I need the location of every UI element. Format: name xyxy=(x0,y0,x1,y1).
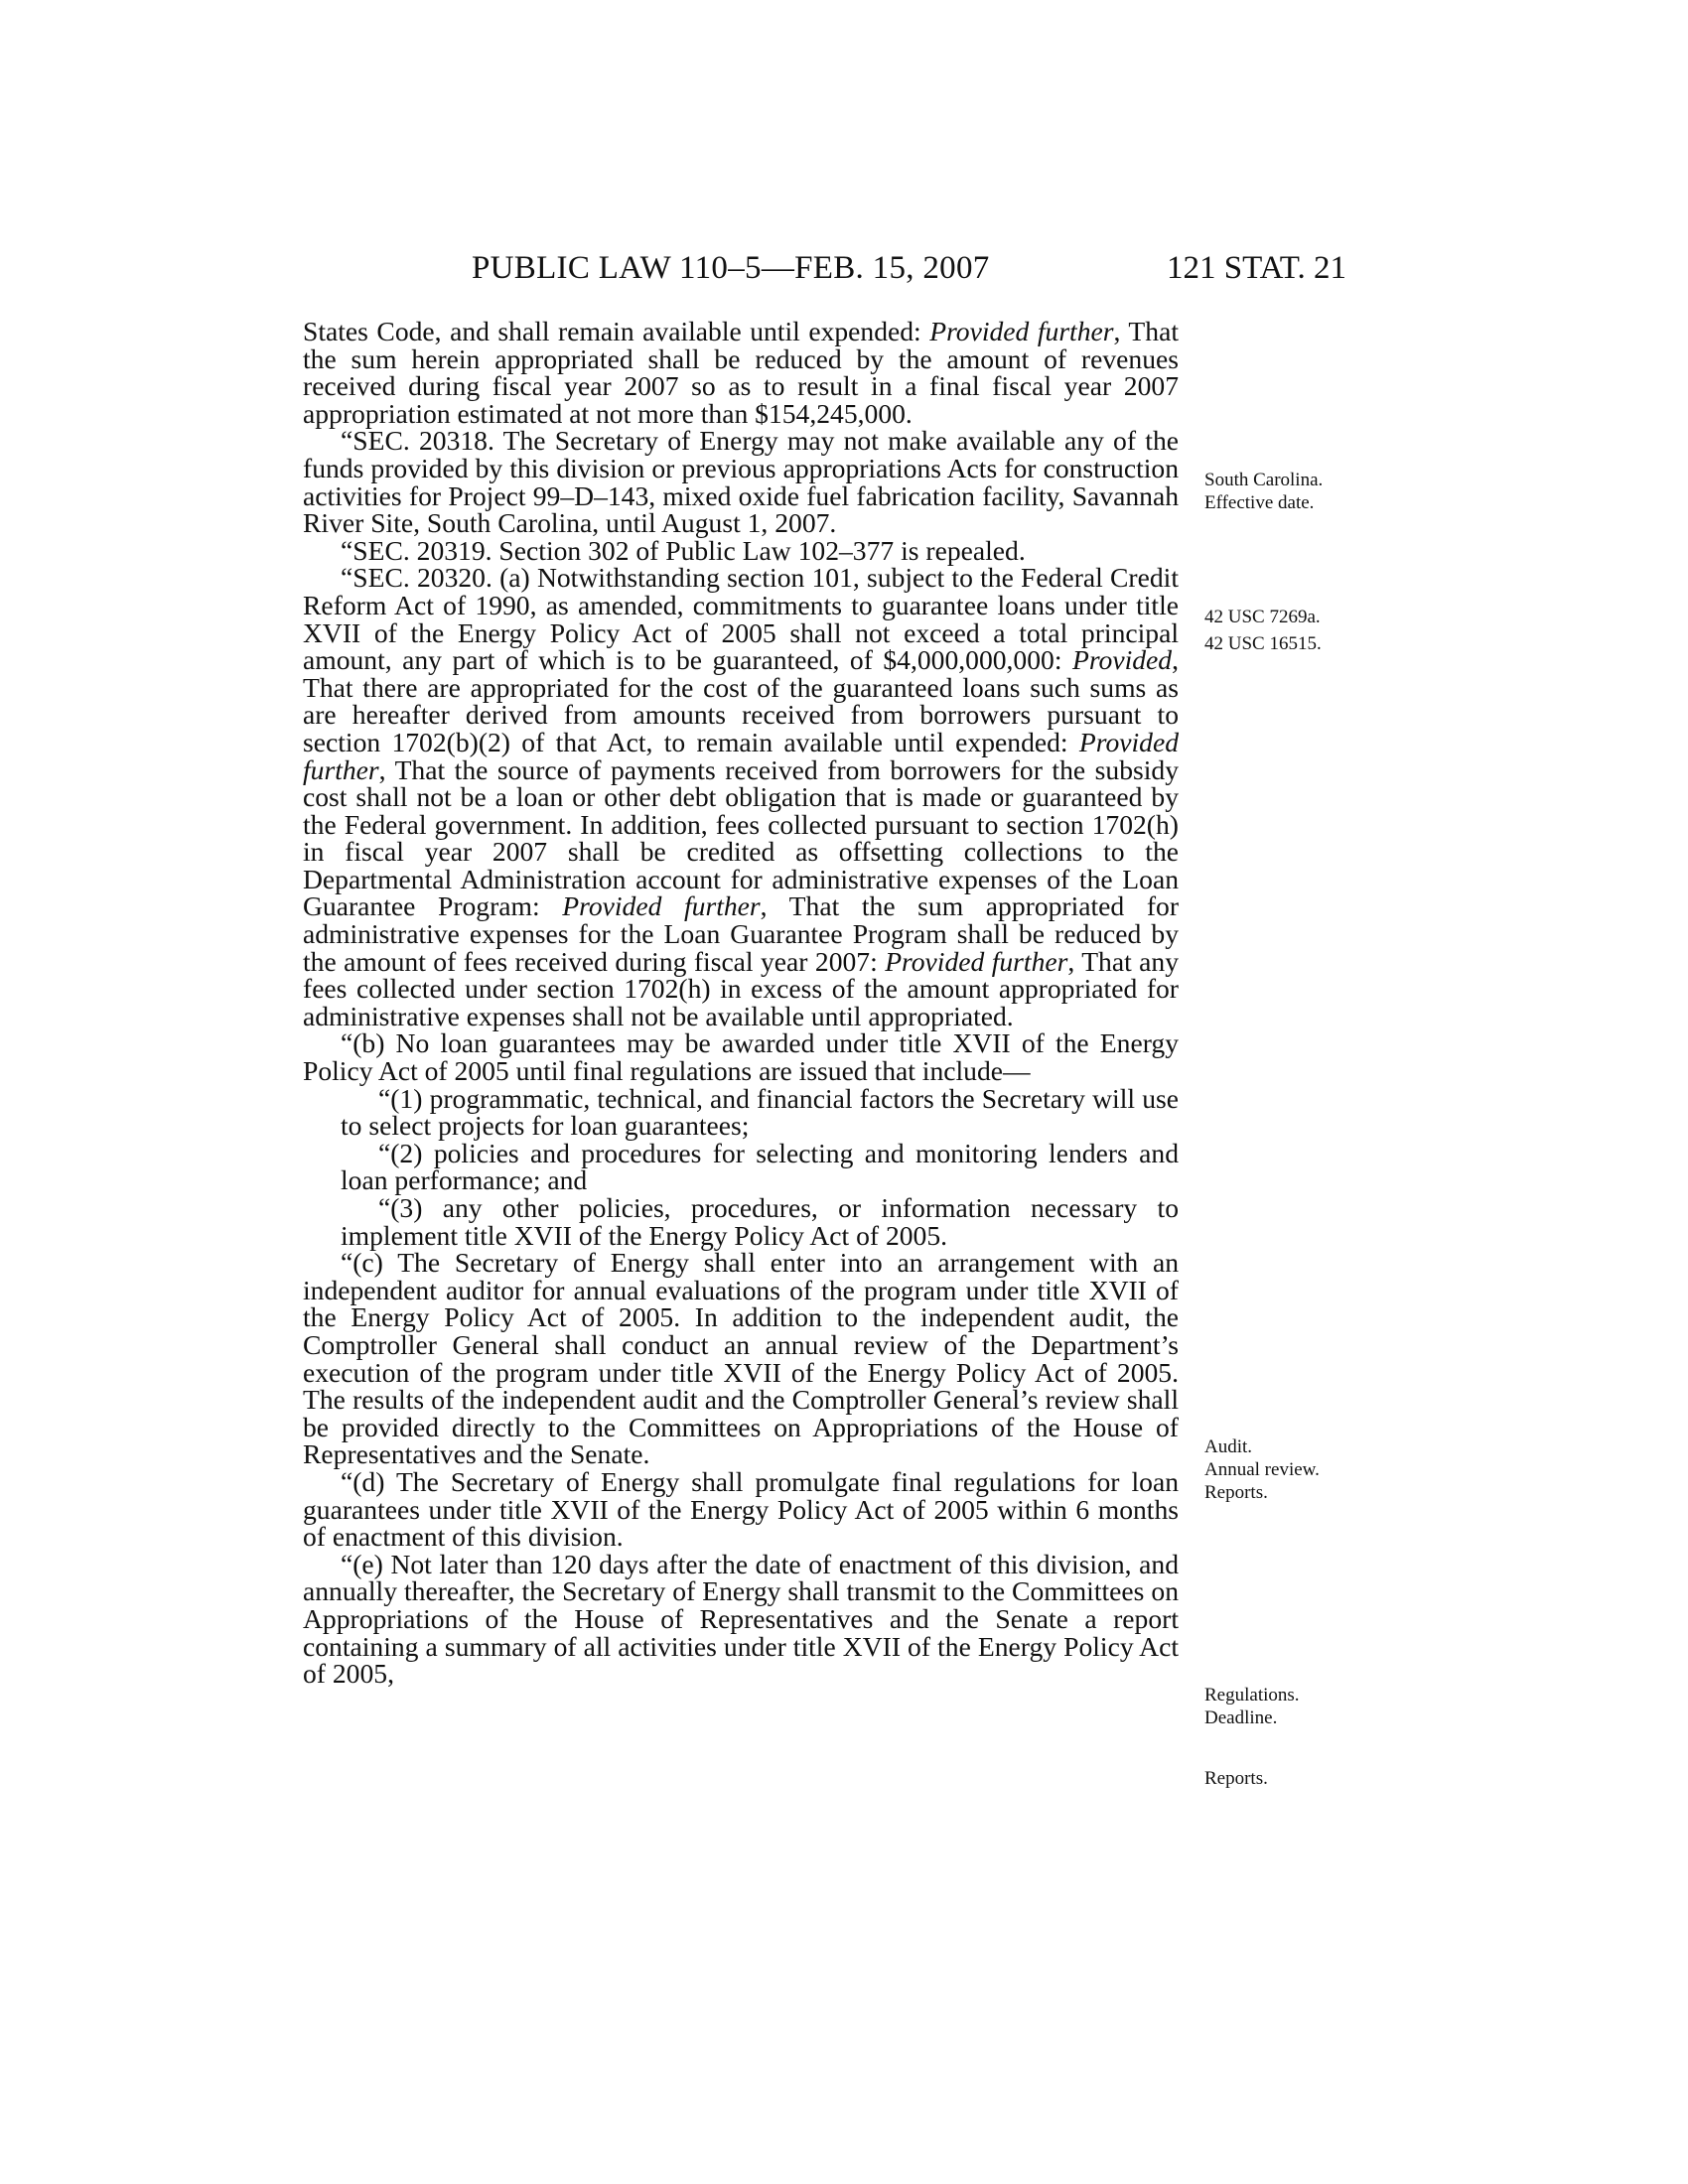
proviso-italic: Provided further xyxy=(303,726,1179,785)
section-20319: “SEC. 20319. Section 302 of Public Law 102–377 is repealed. xyxy=(341,534,1026,566)
paragraph: States Code, and shall remain available until expended: Provided further, That the sum herein appropriated shall be reduced by the amount of revenues received during fiscal year 2007 so as to result in a final fiscal year 2007 appropriation estimated at not more than $154,245,000. xyxy=(303,316,1179,429)
subsection-c: “(c) The Secretary of Energy shall enter into an arrangement with an independent auditor for annual evaluations of the program under title XVII of the Energy Policy Act of 2005. In addition to the independent audit, the Comptroller General shall conduct an annual review of the Department’s execution of the program under title XVII of the Energy Policy Act of 2005. The results of the independent audit and the Comptroller General’s review shall be provided directly to the Committees on Appropriations of the House of Representatives and the Senate. xyxy=(303,1247,1179,1470)
proviso-italic: Provided further xyxy=(562,890,761,922)
list-item: “(2) policies and procedures for selecting and monitoring lenders and loan performance; and xyxy=(341,1137,1179,1196)
list-item: “(1) programmatic, technical, and financial factors the Secretary will use to select projects for loan guarantees; xyxy=(341,1082,1179,1142)
proviso-italic: Provided further xyxy=(929,316,1114,346)
margin-note-line: Reports. xyxy=(1204,1768,1268,1789)
margin-note xyxy=(1204,1435,1383,1504)
section-20320-a: “SEC. 20320. (a) Notwithstanding section 101, subject to the Federal Credit Reform Act of 1990, as amended, commitments to guarantee loans under title XVII of the Energy Policy Act of 2005 shall not exceed a total principal amount, any part of which is to be guaranteed, of $4,000,000,000: Provided, That there are appropriated for the cost of the guaranteed loans such sums as are hereafter derived from amounts received from borrowers pursuant to section 1702(b)(2) of that Act, to remain available until expended: Provided further, That the source of payments received from borrowers for the subsidy cost shall not be a loan or other debt obligation that is made or guaranteed by the Federal government. In addition, fees collected pursuant to section 1702(h) in fiscal year 2007 shall be credited as offsetting collections to the Departmental Administration account for administrative expenses of the Loan Guarantee Program: Provided further, That the sum appropriated for administrative expenses for the Loan Guarantee Program shall be reduced by the amount of fees received during fiscal year 2007: Provided further, That any fees collected under section 1702(h) in excess of the amount appropriated for administrative expenses shall not be available until appropriated. xyxy=(303,562,1180,1031)
margin-note-line: Deadline. xyxy=(1204,1707,1278,1728)
margin-note xyxy=(1204,1684,1383,1729)
subsection-b: “(b) No loan guarantees may be awarded under title XVII of the Energy Policy Act of 2005 until final regulations are issued that include— xyxy=(303,1027,1179,1087)
header-stat-page: 121 STAT. 21 xyxy=(1167,250,1347,286)
body-text xyxy=(303,318,1179,1688)
margin-note-line: South Carolina. xyxy=(1204,470,1324,490)
margin-note-line: Regulations. xyxy=(1204,1685,1300,1706)
subsection-e: “(e) Not later than 120 days after the date of enactment of this division, and annually thereafter, the Secretary of Energy shall transmit to the Committees on Appropriations of the House of Representatives and the Senate a report containing a summary of all activities under title XVII of the Energy Policy Act of 2005, xyxy=(303,1548,1179,1690)
margin-note-line: 42 USC 7269a. xyxy=(1204,607,1321,627)
margin-note-line: Reports. xyxy=(1204,1482,1268,1503)
proviso-italic: Provided further xyxy=(885,945,1068,977)
margin-note xyxy=(1204,469,1383,514)
margin-note-line: 42 USC 16515. xyxy=(1204,633,1322,654)
subsection-d: “(d) The Secretary of Energy shall promulgate final regulations for loan guarantees under title XVII of the Energy Policy Act of 2005 within 6 months of enactment of this division. xyxy=(303,1465,1179,1553)
header-title: PUBLIC LAW 110–5—FEB. 15, 2007 xyxy=(472,250,990,286)
margin-note-line: Annual review. xyxy=(1204,1459,1320,1480)
margin-note xyxy=(1204,632,1383,655)
margin-note xyxy=(1204,606,1383,628)
margin-note xyxy=(1204,1767,1383,1790)
margin-note-line: Effective date. xyxy=(1204,492,1315,513)
margin-note-line: Audit. xyxy=(1204,1436,1253,1457)
list-item: “(3) any other policies, procedures, or information necessary to implement title XVII of the Energy Policy Act of 2005. xyxy=(341,1192,1179,1251)
section-20318: “SEC. 20318. The Secretary of Energy may not make available any of the funds provided by this division or previous appropriations Acts for construction activities for Project 99–D–143, mixed oxide fuel fabrication facility, Savannah River Site, South Carolina, until August 1, 2007. xyxy=(303,425,1179,539)
proviso-italic: Provided xyxy=(1071,644,1173,676)
